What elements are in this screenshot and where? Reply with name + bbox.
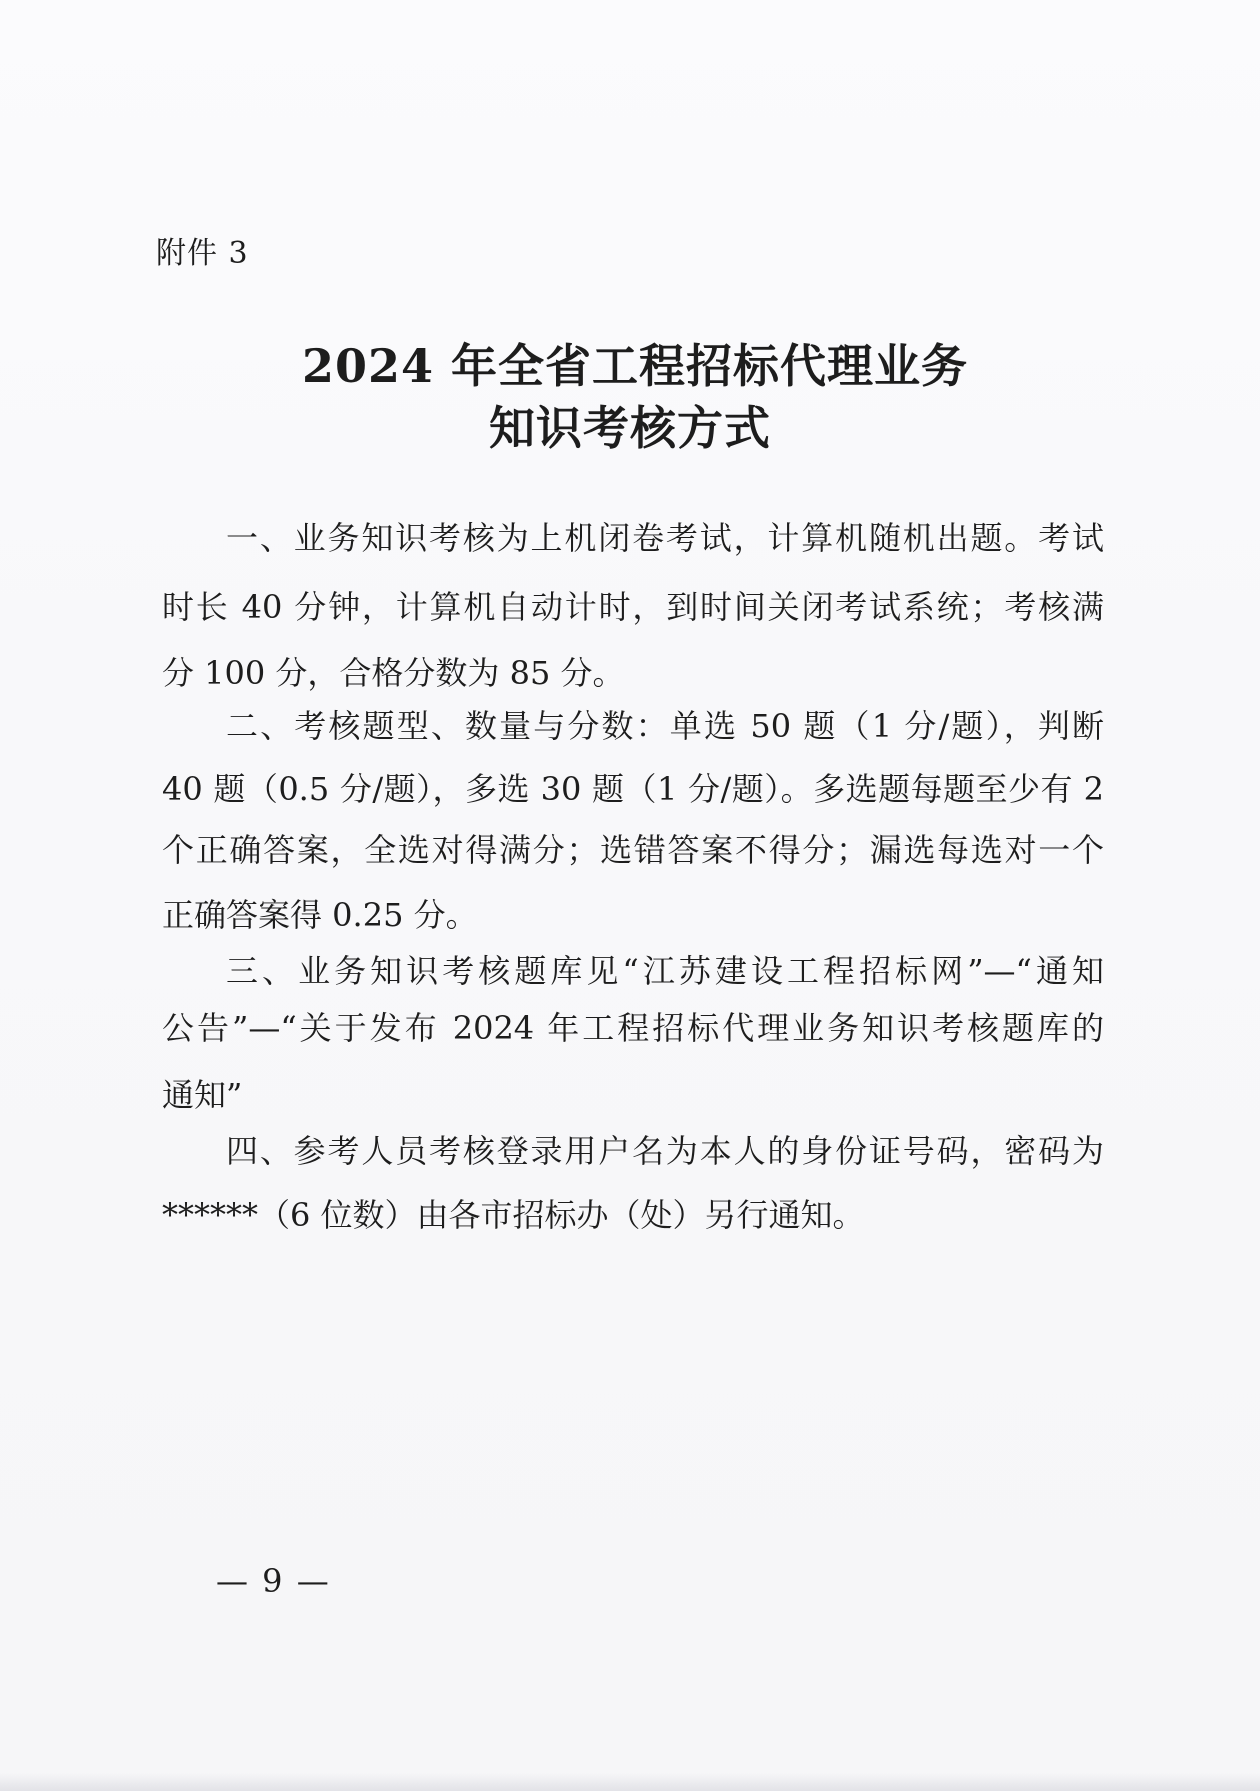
- paragraph-3-line-3: 通知”: [162, 1076, 243, 1114]
- paragraph-1-line-2: 时长 40 分钟，计算机自动计时，到时间关闭考试系统；考核满: [162, 588, 1104, 626]
- paragraph-1-line-3: 分 100 分，合格分数为 85 分。: [162, 654, 625, 692]
- paragraph-3-line-1: 三、业务知识考核题库见“江苏建设工程招标网”—“通知: [226, 952, 1104, 990]
- document-title-line-2: 知识考核方式: [489, 401, 771, 455]
- paragraph-3-line-2: 公告”—“关于发布 2024 年工程招标代理业务知识考核题库的: [162, 1009, 1104, 1047]
- paragraph-4-line-2: ******（6 位数）由各市招标办（处）另行通知。: [162, 1196, 865, 1234]
- paragraph-2-line-2: 40 题（0.5 分/题），多选 30 题（1 分/题）。多选题每题至少有 2: [162, 770, 1104, 808]
- document-title-line-1: 2024 年全省工程招标代理业务: [301, 339, 969, 393]
- paragraph-1-line-1: 一、业务知识考核为上机闭卷考试，计算机随机出题。考试: [226, 519, 1104, 557]
- attachment-label: 附件 3: [156, 236, 249, 271]
- page-number: — 9 —: [216, 1562, 331, 1600]
- paragraph-2-line-4: 正确答案得 0.25 分。: [162, 896, 478, 934]
- paragraph-4-line-1: 四、参考人员考核登录用户名为本人的身份证号码，密码为: [226, 1132, 1104, 1170]
- paragraph-2-line-1: 二、考核题型、数量与分数：单选 50 题（1 分/题），判断: [226, 707, 1104, 745]
- paragraph-2-line-3: 个正确答案，全选对得满分；选错答案不得分；漏选每选对一个: [162, 831, 1104, 869]
